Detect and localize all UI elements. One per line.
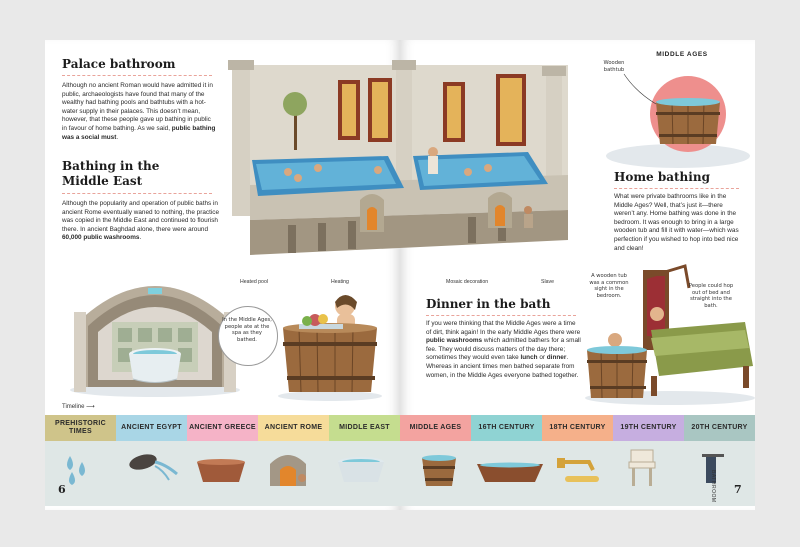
title-divider: [62, 75, 212, 76]
timeline-era-8: 19TH CENTURY: [613, 415, 684, 441]
label-slave: Slave: [541, 279, 554, 285]
side-label: BATHROOM: [710, 470, 716, 503]
wooden-tub-icon: [420, 452, 458, 488]
hop-out-of-bed-caption: People could hop out of bed and straight into the bath.: [688, 283, 734, 309]
page-number-left: 6: [58, 483, 66, 496]
spa-tub-illustration: [275, 292, 385, 402]
timeline-era-1: ANCIENT EGYPT: [116, 415, 187, 441]
palace-bathroom-text: Although no ancient Roman would have admitted it in public, archaeologists have found that many of the wealthy had bathing pools and bathtubs with a hot-water supply in their palaces. This doesn’t mean, however, that these people gave up bathing in public in favour of home bathing. As we said, public bathing was a social must.: [62, 82, 216, 141]
timeline-era-9: 20TH CENTURY: [684, 415, 755, 441]
wooden-bathtub-caption: Wooden bathtub: [603, 60, 625, 73]
tap-icon: [555, 452, 601, 486]
roman-furnace-icon: [266, 448, 310, 488]
wooden-tub-caption: A wooden tub was a common sight in the bedroom.: [589, 273, 629, 299]
middle-east-text: Although the popularity and operation of public baths in ancient Rome eventually waned to nothing, the practice was copied in the Middle East and continued to flourish there. In ancient Baghdad alone, there were around 60,000 public washrooms.: [62, 200, 220, 242]
timeline-era-4: MIDDLE EAST: [329, 415, 400, 441]
dinner-in-the-bath-text: If you were thinking that the Middle Ages were a time of dirt, think again! In the early Middle Ages there were public washrooms which admitted bathers for a small fee. They would discuss matters of the day there; sometimes they would even take lunch or dinner. Whereas in ancient times men bathed separate from women, in the Middle Ages everyone bathed together.: [426, 320, 581, 379]
page-number-right: 7: [734, 483, 742, 496]
spa-caption: In the Middle Ages, people ate at the spa as they bathed.: [222, 317, 272, 343]
dome-bath-illustration: [70, 262, 240, 397]
timeline-era-5: MIDDLE AGES: [400, 415, 471, 441]
label-heating: Heating: [331, 279, 349, 285]
washstand-icon: [627, 448, 657, 488]
long-tub-icon: [475, 460, 545, 484]
label-heated-pool: Heated pool: [240, 279, 268, 285]
home-bathing-text: What were private bathrooms like in the Middle Ages? Well, that’s just it—there weren’t any. Home bathing was done in the bedroom. It was enough to bring in a large wooden tub and fill it with water—which was perfection if you wished to hop into bed nice and clean!: [614, 193, 739, 252]
timeline-label: Timeline ⟶: [62, 404, 95, 410]
arrow-right-icon: ⟶: [86, 404, 95, 410]
title-divider: [62, 193, 212, 194]
label-mosaic-decoration: Mosaic decoration: [446, 279, 489, 285]
middle-east-title: Bathing in the Middle East: [62, 159, 160, 188]
timeline-era-6: 16TH CENTURY: [471, 415, 542, 441]
greek-basin-icon: [195, 458, 247, 484]
middle-ages-badge: [606, 52, 751, 172]
timeline-era-3: ANCIENT ROME: [258, 415, 329, 441]
middle-east-bowl-icon: [336, 456, 386, 486]
title-divider: [426, 315, 576, 316]
timeline-era-7: 18TH CENTURY: [542, 415, 613, 441]
home-bathing-title: Home bathing: [614, 170, 710, 184]
water-drops-icon: [62, 452, 92, 486]
dinner-in-the-bath-title: Dinner in the bath: [426, 297, 551, 311]
timeline-era-2: ANCIENT GREECE: [187, 415, 258, 441]
title-divider: [614, 188, 739, 189]
roman-bath-illustration: [228, 60, 573, 285]
egyptian-jug-icon: [123, 452, 179, 482]
middle-ages-badge-text: MIDDLE AGES: [656, 51, 708, 58]
timeline-era-0: PREHISTORIC TIMES: [45, 415, 116, 441]
palace-bathroom-title: Palace bathroom: [62, 57, 176, 71]
